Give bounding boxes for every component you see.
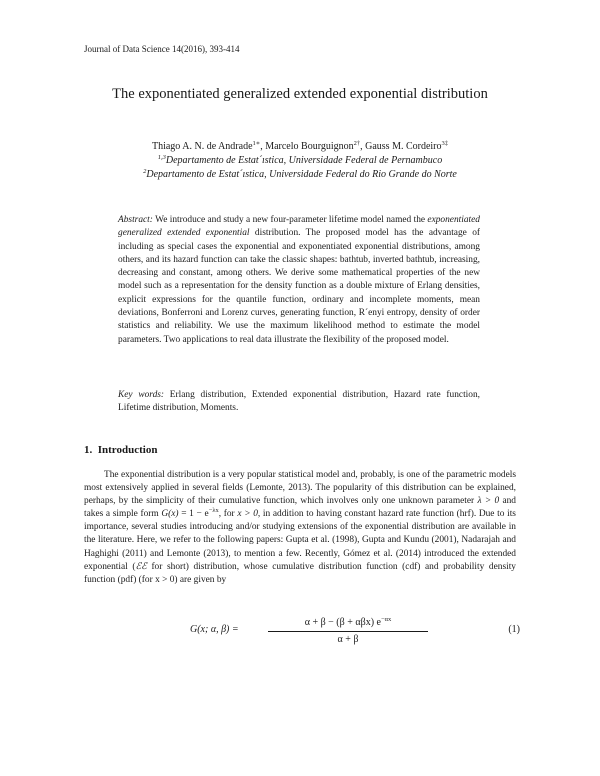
- text-run: , in addition to having constant hazard rate function (hrf). Due to its importance, several studies introducing and/or studying extensions of the exponential distribution are available in the literature. Here, we refer to the following papers: Gupta et al. (1998), Gupta and Kundu (2001), Nadarajah and Haghighi (2011) and Lemonte (2013), to mention a few. Recently, Gómez et al. (2014) introduced the extended exponential (: [84, 509, 516, 572]
- affiliation-mark: 1,3: [157, 154, 166, 161]
- text-run: The exponential distribution is a very popular statistical model and, probably, is one of the parametric models most extensively applied in several fields (Lemonte, 2013). The popularity of this distribution can be explained, perhaps, by the simplicity of their cumulative function, which involves only one unknown parameter: [84, 470, 516, 507]
- text-run: = 1 − e: [178, 509, 209, 520]
- numerator-text: α + β − (β + αβx) e: [304, 617, 381, 628]
- affiliation-text: Departamento de Estat´ıstica, Universidade Federal do Rio Grande do Norte: [146, 169, 457, 180]
- section-title: Introduction: [97, 444, 158, 456]
- journal-citation: Journal of Data Science 14(2016), 393-414: [84, 44, 240, 54]
- author-mark: 3‡: [441, 140, 449, 147]
- numerator-exponent: −αx: [380, 616, 392, 623]
- affiliation: [0, 168, 600, 182]
- keywords-label: Key words:: [118, 390, 165, 400]
- author-mark: 1∗: [252, 140, 261, 147]
- abstract: [118, 214, 480, 347]
- math-inline: G(x): [161, 509, 179, 520]
- text-run: for short) distribution, whose cumulative distribution function (cdf) and probability density function (pdf) (for x > 0) are given by: [84, 561, 516, 585]
- paragraph: [84, 469, 516, 587]
- math-inline: x > 0: [237, 509, 258, 520]
- equation-numerator: [268, 616, 428, 630]
- text-run: , for: [218, 509, 238, 520]
- author-block: [0, 140, 600, 182]
- math-inline: λ > 0: [477, 496, 500, 507]
- author-line: Thiago A. N. de Andrade$^{1∗}$, Marcelo Bourguignon$^{2\dagger}$, Gauss M. Cordeiro$^{3\ddagger}$: [151, 140, 449, 152]
- keywords-text: Erlang distribution, Extended exponential distribution, Hazard rate function, Lifetime distribution, Moments.: [118, 390, 480, 414]
- math-inline: ℰℰ: [135, 561, 147, 572]
- equation-1: [190, 616, 520, 652]
- model-name: exponentiated generalized extended exponential: [118, 215, 480, 239]
- author-name: Thiago A. N. de Andrade: [151, 141, 253, 152]
- author-mark: 2†: [353, 140, 361, 147]
- abstract-intro: We introduce and study a new four-parameter lifetime model named the: [152, 215, 428, 225]
- keywords: [118, 389, 480, 416]
- paper-title: The exponentiated generalized extended exponential distribution: [112, 86, 488, 102]
- author-name: Marcelo Bourguignon: [265, 141, 354, 152]
- affiliation-text: Departamento de Estat´ıstica, Universidade Federal de Pernambuco: [165, 155, 443, 166]
- abstract-body: distribution. The proposed model has the advantage of including as special cases the exponential and exponentiated exponential distributions, among others, and its hazard function can take the classic shapes: bathtub, inverted bathtub, increasing, decreasing and constant, among others. We derive some mathematical properties of the new model such as a representation for the density function as a double mixture of Erlang densities, explicit expressions for the quantile function, ordinary and incomplete moments, mean deviations, Bonferroni and Lorenz curves, generating function, R´enyi entropy, density of order statistics and reliability. We use the maximum likelihood method to estimate the model parameters. Two applications to real data illustrate the flexibility of the proposed model.: [118, 228, 480, 345]
- abstract-label: Abstract:: [118, 215, 153, 225]
- equation-fraction: [268, 616, 428, 646]
- equation-denominator: α + β: [337, 634, 359, 645]
- author-name: Gauss M. Cordeiro: [365, 141, 442, 152]
- introduction-text: [84, 469, 516, 587]
- affiliation-mark: 2: [143, 168, 147, 175]
- affiliation: [0, 154, 600, 168]
- equation-number: (1): [508, 624, 520, 635]
- section-number: 1.: [84, 444, 93, 456]
- equation-lhs: G(x; α, β) =: [190, 624, 239, 635]
- section-heading: [84, 444, 157, 456]
- fraction-bar: [268, 631, 428, 632]
- text-run: and takes a simple form: [84, 496, 516, 520]
- math-exponent: −λx: [208, 507, 219, 515]
